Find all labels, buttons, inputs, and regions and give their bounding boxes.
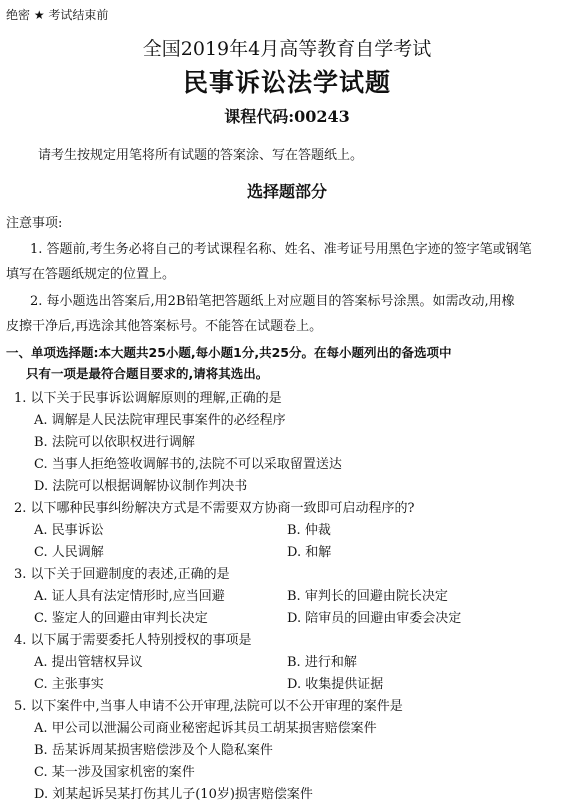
- notice-title: 注意事项:: [6, 216, 63, 231]
- question-option: C. 鉴定人的回避由审判长决定: [34, 611, 208, 626]
- question-option: D. 和解: [287, 545, 332, 560]
- question-option: C. 主张事实: [34, 677, 104, 692]
- part1-heading-line-2: 只有一项是最符合题目要求的,请将其选出。: [26, 366, 269, 381]
- question-option: D. 法院可以根据调解协议制作判决书: [34, 479, 248, 494]
- question-stem: 2. 以下哪种民事纠纷解决方式是不需要双方协商一致即可启动程序的?: [14, 501, 415, 516]
- notice-item-2-line-2: 皮擦干净后,再选涂其他答案标号。不能答在试题卷上。: [6, 319, 323, 334]
- question-stem: 5. 以下案件中,当事人申请不公开审理,法院可以不公开审理的案件是: [14, 699, 403, 714]
- question-option: A. 甲公司以泄漏公司商业秘密起诉其员工胡某损害赔偿案件: [34, 721, 377, 736]
- question-option: A. 提出管辖权异议: [34, 655, 143, 670]
- section-title: 选择题部分: [246, 182, 327, 201]
- question-stem: 4. 以下属于需要委托人特别授权的事项是: [14, 633, 252, 648]
- notice-item-1-line-1: 1. 答题前,考生务必将自己的考试课程名称、姓名、准考证号用黑色字迹的签字笔或钢笔: [30, 242, 532, 257]
- question-option: D. 刘某起诉吴某打伤其儿子(10岁)损害赔偿案件: [34, 787, 313, 802]
- question-option: A. 证人具有法定情形时,应当回避: [34, 589, 225, 604]
- question-option: B. 法院可以依职权进行调解: [34, 435, 195, 450]
- question-option: C. 某一涉及国家机密的案件: [34, 765, 195, 780]
- notice-item-1-line-2: 填写在答题纸规定的位置上。: [6, 267, 176, 282]
- secret-label: 绝密 ★ 考试结束前: [6, 8, 109, 22]
- notice-item-2-line-1: 2. 每小题选出答案后,用2B铅笔把答题纸上对应题目的答案标号涂黑。如需改动,用橡: [30, 294, 515, 309]
- question-option: C. 人民调解: [34, 545, 104, 560]
- question-option: C. 当事人拒绝签收调解书的,法院不可以采取留置送达: [34, 457, 342, 472]
- question-stem: 1. 以下关于民事诉讼调解原则的理解,正确的是: [14, 391, 282, 406]
- question-option: D. 陪审员的回避由审委会决定: [287, 611, 462, 626]
- question-option: B. 岳某诉周某损害赔偿涉及个人隐私案件: [34, 743, 273, 758]
- question-option: B. 审判长的回避由院长决定: [287, 589, 448, 604]
- answer-instruction: 请考生按规定用笔将所有试题的答案涂、写在答题纸上。: [38, 148, 364, 163]
- question-option: A. 民事诉讼: [34, 523, 104, 538]
- question-option: B. 进行和解: [287, 655, 357, 670]
- course-code: 课程代码:00243: [224, 107, 350, 126]
- exam-title: 全国2019年4月高等教育自学考试: [142, 38, 432, 60]
- question-option: D. 收集提供证据: [287, 677, 384, 692]
- question-option: B. 仲裁: [287, 523, 331, 538]
- part1-heading-line-1: 一、单项选择题:本大题共25小题,每小题1分,共25分。在每小题列出的备选项中: [6, 345, 452, 360]
- subject-title: 民事诉讼法学试题: [182, 68, 391, 97]
- question-stem: 3. 以下关于回避制度的表述,正确的是: [14, 567, 230, 582]
- question-option: A. 调解是人民法院审理民事案件的必经程序: [34, 413, 286, 428]
